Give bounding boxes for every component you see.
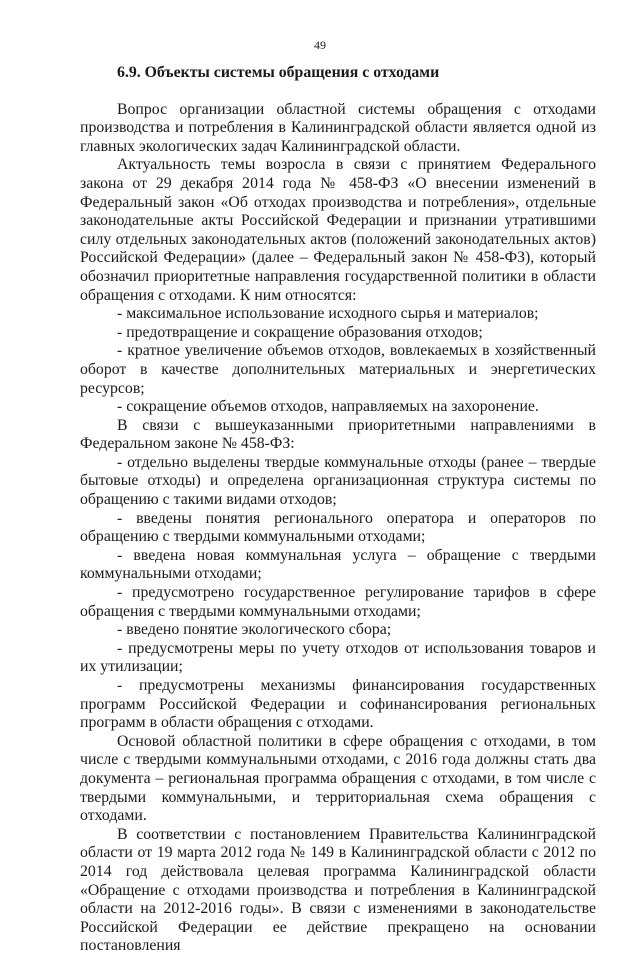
paragraph: В связи с вышеуказанными приоритетными направлениями в Федеральном законе № 458-ФЗ: xyxy=(80,416,596,453)
section-heading: 6.9. Объекты системы обращения с отходами xyxy=(117,64,440,81)
list-item: - максимальное использование исходного сырья и материалов; xyxy=(117,305,539,323)
list-item: - введена новая коммунальная услуга – обращение с твердыми коммунальными отходами; xyxy=(80,546,596,583)
list-item: - отдельно выделены твердые коммунальные отходы (ранее – твердые бытовые отходы) и определена организационная структура системы по обращению с такими видами отходов; xyxy=(80,453,596,509)
list-item: - предусмотрено государственное регулирование тарифов в сфере обращения с твердыми коммунальными отходами; xyxy=(80,584,596,620)
list-item: - предусмотрены меры по учету отходов от использования товаров и их утилизации; xyxy=(80,639,596,676)
paragraph: Вопрос организации областной системы обращения с отходами производства и потребления в Калининградской области является одной из главных экологических задач Калининградской области. xyxy=(80,100,596,155)
list-item: - введены понятия регионального оператора и операторов по обращению с твердыми коммунальными отходами; xyxy=(80,509,596,546)
paragraph: Актуальность темы возросла в связи с принятием Федерального закона от 29 декабря 2014 года № 458-ФЗ «О внесении изменений в Федеральный закон «Об отходах производства и потребления», отдельные законодательные акты Российской Федерации и признании утратившими силу отдельных законодательных актов (положений законодательных актов) Российской Федерации» (далее – Федеральный закон № 458-ФЗ), который обозначил приоритетные направления государственной политики в области обращения с отходами. К ним относятся: xyxy=(80,156,596,304)
list-item: - предотвращение и сокращение образования отходов; xyxy=(117,323,483,341)
list-item: - предусмотрены механизмы финансирования государственных программ Российской Федерации и софинансирования региональных программ в области обращения с отходами. xyxy=(80,677,596,732)
list-item: - введено понятие экологического сбора; xyxy=(117,621,392,639)
list-item: - кратное увеличение объемов отходов, вовлекаемых в хозяйственный оборот в качестве дополнительных материальных и энергетических ресурсов; xyxy=(80,342,596,397)
paragraph: Основой областной политики в сфере обращения с отходами, в том числе с твердыми коммунальными отходами, с 2016 года должны стать два документа – региональная программа обращения с отходами, в том числе с твердыми коммунальными, и территориальная схема обращения с отходами. xyxy=(80,732,596,825)
paragraph: В соответствии с постановлением Правительства Калининградской области от 19 марта 2012 года № 149 в Калининградской области с 2012 по 2014 год действовала целевая программа Калининградской области «Обращение с отходами производства и потребления в Калининградской области на 2012-2016 годы». В связи с изменениями в законодательстве Российской Федерации ее действие прекращено на основании постановления xyxy=(80,825,596,955)
list-item: - сокращение объемов отходов, направляемых на захоронение. xyxy=(117,398,539,416)
document-body xyxy=(80,64,596,956)
page-number: 49 xyxy=(314,38,326,52)
